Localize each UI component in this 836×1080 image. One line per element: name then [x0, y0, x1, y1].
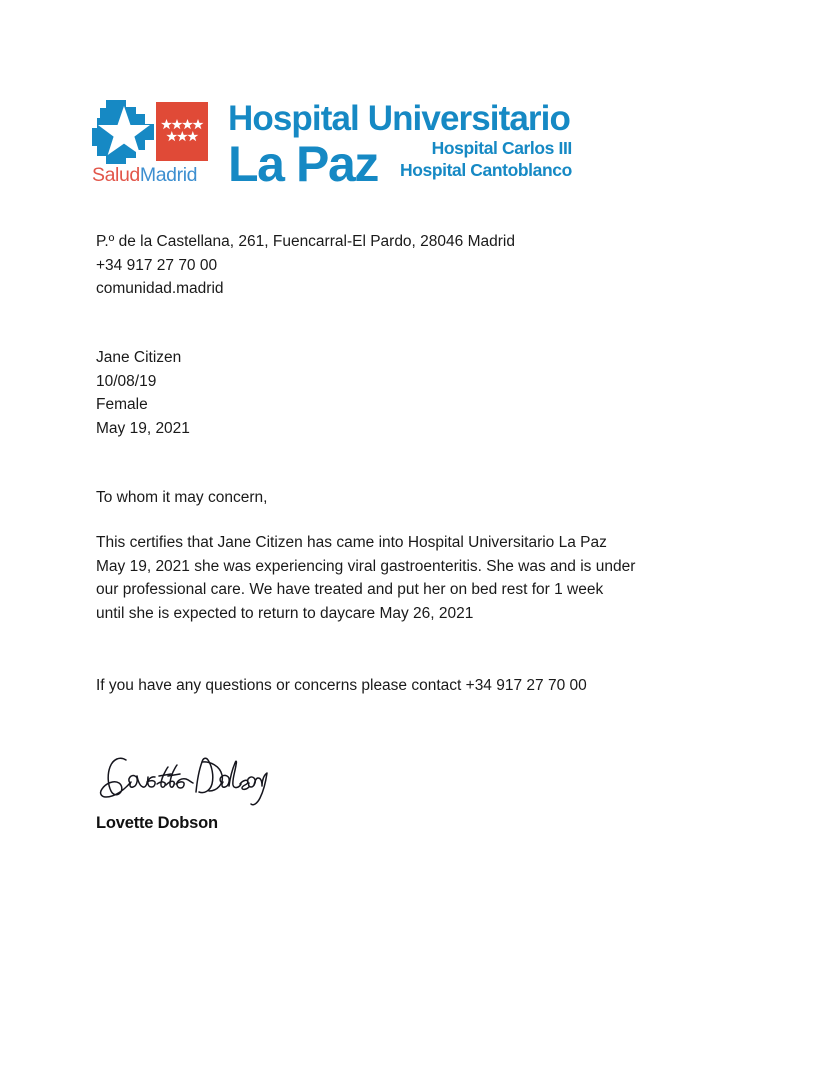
body-line: until she is expected to return to daycare May 26, 2021 [96, 604, 474, 622]
madrid-flag-icon [156, 102, 208, 161]
wordmark-salud: Salud [92, 164, 140, 186]
affiliated-hospital-2: Hospital Cantoblanco [400, 159, 572, 180]
handwritten-signature-icon [96, 752, 268, 810]
address-website: comunidad.madrid [96, 280, 224, 297]
signature-block [96, 752, 268, 833]
address-phone: +34 917 27 70 00 [96, 256, 218, 274]
contact-text: If you have any questions or concerns please contact +34 917 27 70 00 [96, 677, 587, 694]
letterhead [92, 100, 572, 192]
hospital-address-block [96, 230, 515, 301]
patient-info-block [96, 346, 190, 440]
affiliated-hospital-1: Hospital Carlos III [431, 138, 572, 159]
hospital-name-line2: La Paz [228, 135, 378, 192]
wordmark-madrid: Madrid [139, 164, 198, 186]
affiliated-hospitals [400, 138, 572, 188]
salud-madrid-wordmark [92, 166, 197, 186]
salutation-text: To whom it may concern, [96, 489, 268, 506]
salud-madrid-logo [92, 100, 214, 192]
hospital-name-line1: Hospital Universitario [228, 99, 570, 138]
body-line: our professional care. We have treated and put her on bed rest for 1 week [96, 581, 604, 598]
hospital-name-block [228, 99, 572, 192]
star-emblem-icon [92, 100, 154, 164]
salutation-block [96, 486, 267, 510]
patient-dob: 10/08/19 [96, 372, 157, 390]
signer-printed-name: Lovette Dobson [96, 814, 218, 832]
patient-sex: Female [96, 396, 148, 413]
logo-emblems [92, 100, 214, 166]
contact-block [96, 674, 587, 698]
address-street: P.º de la Castellana, 261, Fuencarral-El Pardo, 28046 Madrid [96, 233, 515, 250]
body-line: This certifies that Jane Citizen has came into Hospital Universitario La Paz [96, 534, 607, 551]
letter-body [96, 531, 635, 625]
letter-date: May 19, 2021 [96, 419, 190, 437]
hospital-name-row2 [228, 135, 572, 192]
patient-name: Jane Citizen [96, 349, 182, 366]
body-line: May 19, 2021 she was experiencing viral gastroenteritis. She was and is under [96, 557, 636, 575]
